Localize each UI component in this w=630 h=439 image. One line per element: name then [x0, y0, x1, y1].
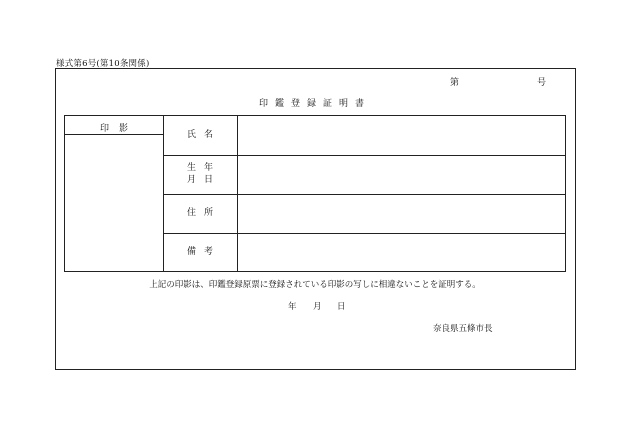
- address-label: 住所: [186, 208, 221, 218]
- number-prefix: 第: [450, 78, 460, 88]
- address-field: [238, 194, 565, 233]
- name-field: [238, 116, 565, 155]
- issuer-name: 奈良県五條市長: [433, 324, 493, 334]
- certification-statement: 上記の印影は、印鑑登録原票に登録されている印影の写しに相違ないことを証明する。: [149, 280, 481, 290]
- seal-impression-header: 印影: [99, 124, 138, 134]
- remarks-field: [238, 233, 565, 271]
- birthdate-field: [238, 155, 565, 194]
- date-year: 年: [288, 302, 297, 312]
- number-suffix: 号: [537, 78, 547, 88]
- form-number-label: 様式第6号(第10条関係): [56, 59, 150, 69]
- remarks-label: 備考: [186, 247, 221, 257]
- seal-impression-cell: [65, 135, 163, 271]
- document-title: 印鑑登録証明書: [258, 99, 371, 109]
- name-label: 氏名: [186, 130, 221, 140]
- birthdate-label: 生年 月日: [186, 163, 221, 185]
- date-month: 月: [313, 302, 322, 312]
- registration-table: [64, 115, 566, 272]
- date-day: 日: [337, 302, 346, 312]
